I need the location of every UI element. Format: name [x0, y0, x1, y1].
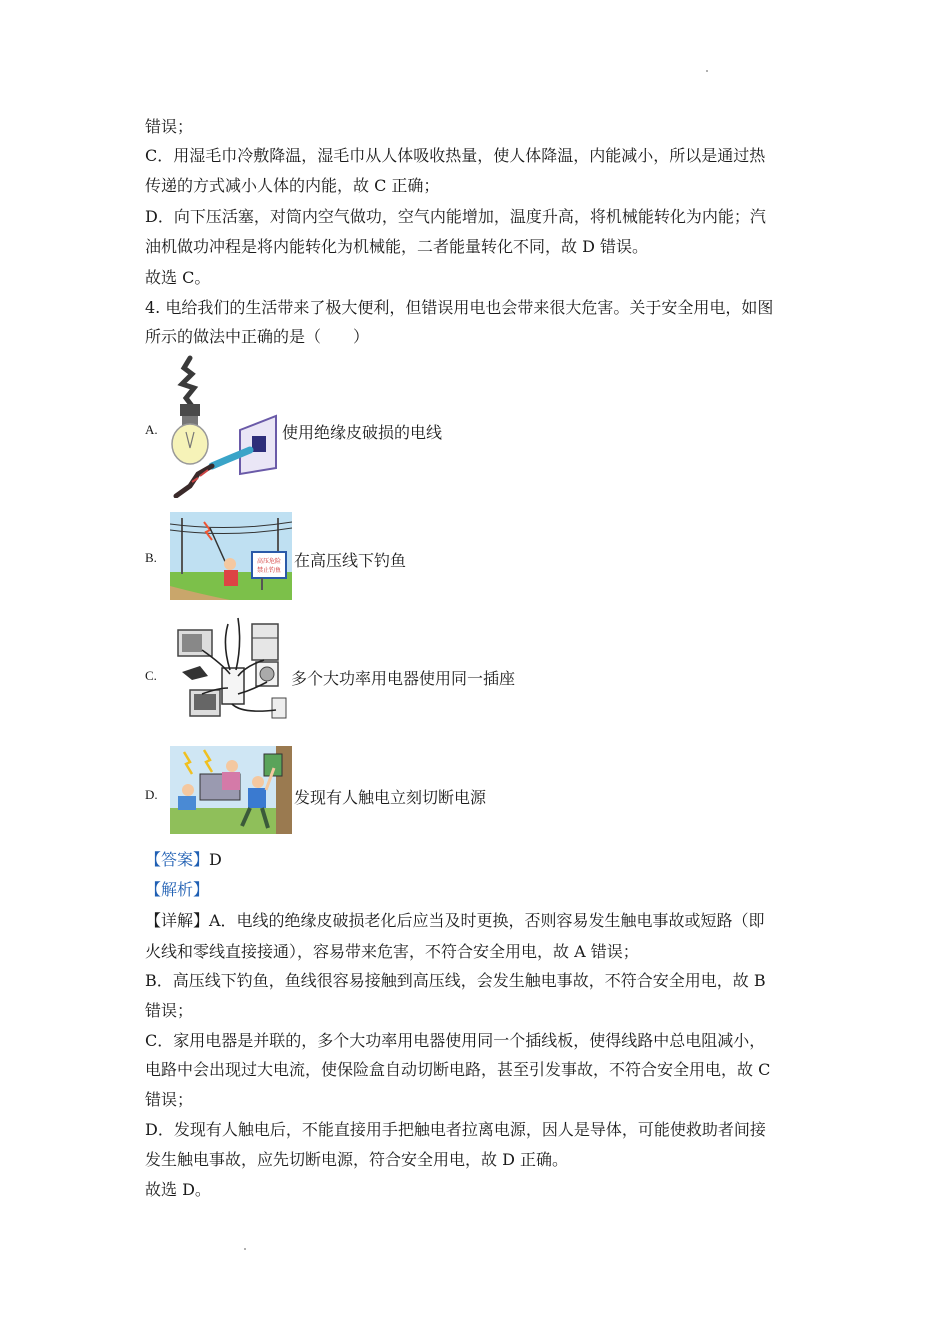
prev-line-1: 错误； [145, 117, 194, 136]
prev-line-6: 故选 C。 [145, 268, 211, 287]
detail-line-4: 错误； [145, 1001, 194, 1020]
fishing-under-power-line-illustration [170, 512, 292, 600]
option-a-letter: A. [145, 422, 158, 437]
detail-line-5: C．家用电器是并联的，多个大功率用电器使用同一个插线板，使得线路中总电阻减小， [145, 1031, 766, 1050]
detail-line-8: D．发现有人触电后，不能直接用手把触电者拉离电源，因人是导体，可能使救助者间接 [145, 1120, 766, 1139]
option-b-text: 在高压线下钓鱼 [294, 551, 407, 570]
sign-line-1: 高压危险 [256, 558, 282, 565]
question-line-1: 4. 电给我们的生活带来了极大便利，但错误用电也会带来很大危害。关于安全用电，如图 [145, 298, 774, 317]
analysis-label: 【解析】 [145, 880, 210, 899]
prev-line-4: D．向下压活塞，对筒内空气做功，空气内能增加，温度升高，将机械能转化为内能；汽 [145, 207, 766, 226]
option-c-letter: C. [145, 668, 157, 683]
detail-line-9: 发生触电事故，应先切断电源，符合安全用电，故 D 正确。 [145, 1150, 569, 1169]
page-mark-bottom [244, 1248, 246, 1250]
option-a-text: 使用绝缘皮破损的电线 [282, 423, 443, 442]
question-line-2: 所示的做法中正确的是（ ） [145, 327, 370, 346]
option-d-letter: D. [145, 787, 158, 802]
answer-label: 【答案】 [145, 850, 210, 869]
option-c-text: 多个大功率用电器使用同一插座 [291, 669, 516, 688]
answer-value: D [209, 850, 222, 869]
answer-line [145, 850, 222, 870]
prev-line-5: 油机做功冲程是将内能转化为机械能，二者能量转化不同，故 D 错误。 [145, 237, 649, 256]
sign-line-2: 禁止钓鱼 [256, 567, 282, 574]
detail-line-2: 火线和零线直接接通），容易带来危害，不符合安全用电，故 A 错误； [145, 942, 639, 961]
detail-line-3: B．高压线下钓鱼，鱼线很容易接触到高压线，会发生触电事故，不符合安全用电，故 B [145, 971, 766, 990]
detail-line-10: 故选 D。 [145, 1180, 211, 1199]
option-d-text: 发现有人触电立刻切断电源 [294, 788, 487, 807]
cut-power-rescue-illustration [170, 746, 292, 834]
detail-line-1: 【详解】A．电线的绝缘皮破损老化后应当及时更换，否则容易发生触电事故或短路（即 [145, 911, 765, 930]
broken-wire-illustration [168, 352, 280, 498]
detail-line-6: 电路中会出现过大电流，使保险盒自动切断电路，甚至引发事故，不符合安全用电，故 C [145, 1060, 771, 1079]
prev-line-2: C．用湿毛巾冷敷降温，湿毛巾从人体吸收热量，使人体降温，内能减小，所以是通过热 [145, 146, 766, 165]
detail-line-7: 错误； [145, 1090, 194, 1109]
option-b-letter: B. [145, 550, 157, 565]
overloaded-socket-illustration [172, 614, 288, 724]
page-mark-top [706, 70, 708, 72]
prev-line-3: 传递的方式减小人体的内能，故 C 正确； [145, 176, 440, 195]
